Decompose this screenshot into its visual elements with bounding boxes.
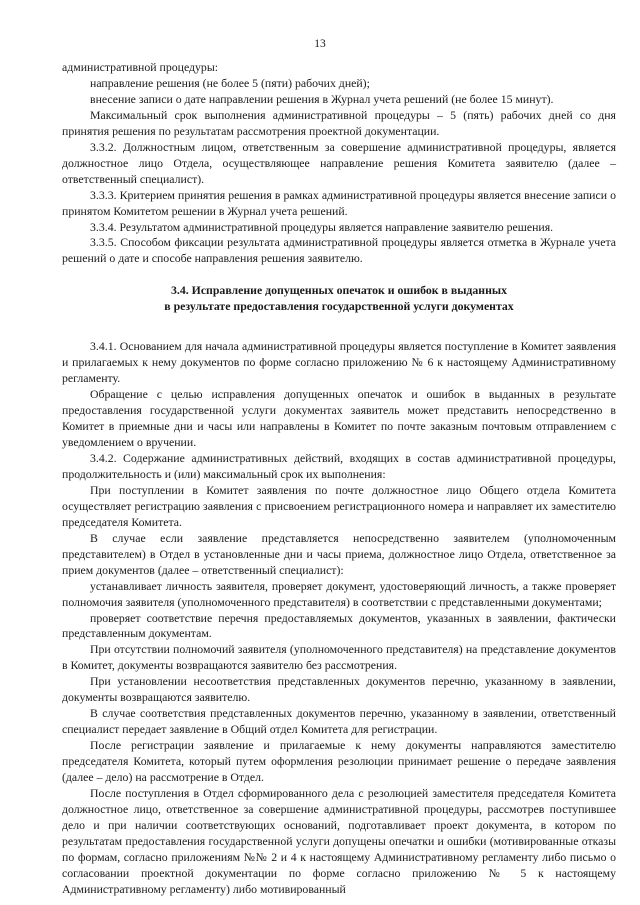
paragraph: После регистрации заявление и прилагаемые к нему документы направляются заместителю председателя Комитета, который путем оформления резолюции принимает решение о передаче заявления (далее – дело) на рассмотрение в Отдел. xyxy=(62,738,616,785)
page-number: 13 xyxy=(314,38,326,50)
paragraph: В случае соответствия представленных документов перечню, указанному в заявлении, ответственный специалист передает заявление в Общий отдел Комитета для регистрации. xyxy=(62,706,616,737)
heading-line-1: 3.4. Исправление допущенных опечаток и ошибок в выданных xyxy=(171,283,507,298)
paragraph: проверяет соответствие перечня предоставляемых документов, указанных в заявлении, фактически представленным документам. xyxy=(62,610,616,641)
paragraph: При установлении несоответствия представленных документов перечню, указанному в заявлении, документы возвращаются заявителю. xyxy=(62,674,616,705)
paragraph: При поступлении в Комитет заявления по почте должностное лицо Общего отдела Комитета осуществляет регистрацию заявления с присвоением регистрационного номера и направляет их заместителю председателя Комитета. xyxy=(62,482,616,529)
paragraph: 3.3.2. Должностным лицом, ответственным за совершение административной процедуры, является должностное лицо Отдела, осуществляющее направление решения Комитета заявителю (далее – ответственный специалист). xyxy=(62,139,616,186)
paragraph: внесение записи о дате направлении решения в Журнал учета решений (не более 15 минут). xyxy=(90,91,554,106)
paragraph: Обращение с целью исправления допущенных опечаток и ошибок в выданных в результате предоставления государственной услуги документах заявитель может представить непосредственно в Комитет в приемные дни и часы или направлены в Комитет по почте заказным почтовым отправлением с уведомлением о вручении. xyxy=(62,387,616,450)
section-3-4-text xyxy=(62,339,616,897)
paragraph: 3.4.2. Содержание административных действий, входящих в состав административной процедуры, продолжительность и (или) максимальный срок их выполнения: xyxy=(62,450,616,481)
paragraph: 3.3.4. Результатом административной процедуры является направление заявителю решения. xyxy=(90,219,554,234)
section-3-3-text xyxy=(62,60,616,267)
paragraph: административной процедуры: xyxy=(62,60,219,74)
paragraph: Максимальный срок выполнения административной процедуры – 5 (пять) рабочих дней со дня принятия решения по результатам рассмотрения проектной документации. xyxy=(62,107,616,138)
heading-line-2: в результате предоставления государственной услуги документах xyxy=(164,299,514,314)
paragraph: 3.3.5. Способом фиксации результата административной процедуры является отметка в Журнале учета решений о дате и способе направления решения заявителю. xyxy=(62,235,616,266)
paragraph: 3.3.3. Критерием принятия решения в рамках административной процедуры является внесение записи о принятом Комитетом решении в Журнал учета решений. xyxy=(62,187,616,218)
paragraph: В случае если заявление представляется непосредственно заявителем (уполномоченным представителем) в Отдел в установленные дни и часы приема, должностное лицо Отдела, ответственное за прием документов (далее – ответственный специалист): xyxy=(62,530,616,577)
paragraph: 3.4.1. Основанием для начала административной процедуры является поступление в Комитет заявления и прилагаемых к нему документов по форме согласно приложению № 6 к настоящему Административному регламенту. xyxy=(62,339,616,386)
paragraph: устанавливает личность заявителя, проверяет документ, удостоверяющий личность, а также проверяет полномочия заявителя (уполномоченного представителя) в соответствии с представленными документами; xyxy=(62,578,616,609)
section-heading-3-4 xyxy=(62,283,616,315)
document-body xyxy=(62,60,616,898)
paragraph: После поступления в Отдел сформированного дела с резолюцией заместителя председателя Комитета должностное лицо, ответственное за совершение административной процедуры, рассмотрев поступившее дело и при наличии соответствующих оснований, подготавливает проект документа, в котором по результатам предоставления государственной услуги допущены опечатки и ошибки (мотивированные отказы по формам, согласно приложениям №№ 2 и 4 к настоящему Административному регламенту либо письмо о согласовании проектной документации по форме согласно приложению № 5 к настоящему Административному регламенту) либо мотивированный xyxy=(62,785,616,896)
paragraph: При отсутствии полномочий заявителя (уполномоченного представителя) на представление документов в Комитет, документы возвращаются заявителю без рассмотрения. xyxy=(62,642,616,673)
paragraph: направление решения (не более 5 (пяти) рабочих дней); xyxy=(90,75,370,90)
